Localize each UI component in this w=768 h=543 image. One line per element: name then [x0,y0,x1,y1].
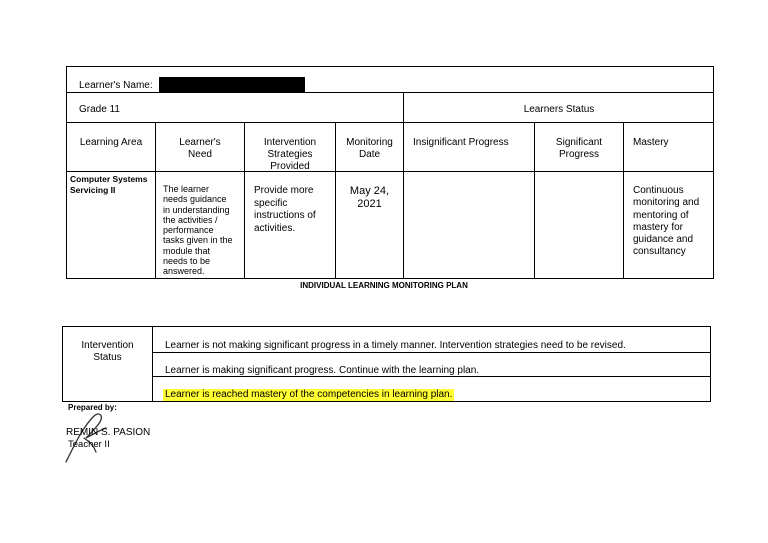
header-learning-area: Learning Area [79,137,143,148]
status-progressing: Learner is making significant progress. Continue with the learning plan. [165,365,480,376]
monitoring-table [66,66,714,279]
grade-label: Grade 11 [79,104,120,115]
cell-mastery: Continuous monitoring and mentoring of mastery for guidance and consultancy [633,185,700,258]
divider [67,122,713,123]
header-learners-need: Learner's Need [179,137,221,160]
divider [623,122,624,278]
cell-learning-area: Computer Systems Servicing II [70,174,148,195]
divider [67,171,713,172]
header-mastery: Mastery [633,137,669,148]
status-not-progressing: Learner is not making significant progress in a timely manner. Intervention strategies need to be revised. [165,340,626,351]
cell-intervention: Provide more specific instructions of activities. [254,185,316,234]
cell-monitoring-date: May 24, 2021 [349,185,390,210]
status-mastery-highlighted: Learner is reached mastery of the competencies in learning plan. [165,389,453,400]
header-intervention: Intervention Strategies Provided [263,137,317,172]
redacted-name [159,77,305,92]
divider [152,352,710,353]
intervention-status-label: Intervention Status [81,340,134,363]
teacher-name: REMIN S. PASION [66,427,151,438]
header-monitoring-date: Monitoring Date [346,137,393,160]
header-significant-progress: Significant Progress [555,137,603,160]
plan-title: INDIVIDUAL LEARNING MONITORING PLAN [300,281,468,290]
prepared-by-label: Prepared by: [68,403,117,412]
learners-name-label: Learner's Name: [79,80,153,91]
divider [403,92,404,278]
intervention-status-table [62,326,711,402]
header-insignificant-progress: Insignificant Progress [413,137,509,148]
teacher-position: Teacher II [68,439,110,450]
learners-status-heading: Learners Status [523,104,595,115]
cell-learners-need: The learner needs guidance in understanding the activities / performance tasks given in the module that needs to be answered. [163,184,233,277]
divider [67,92,713,93]
divider [152,327,153,401]
